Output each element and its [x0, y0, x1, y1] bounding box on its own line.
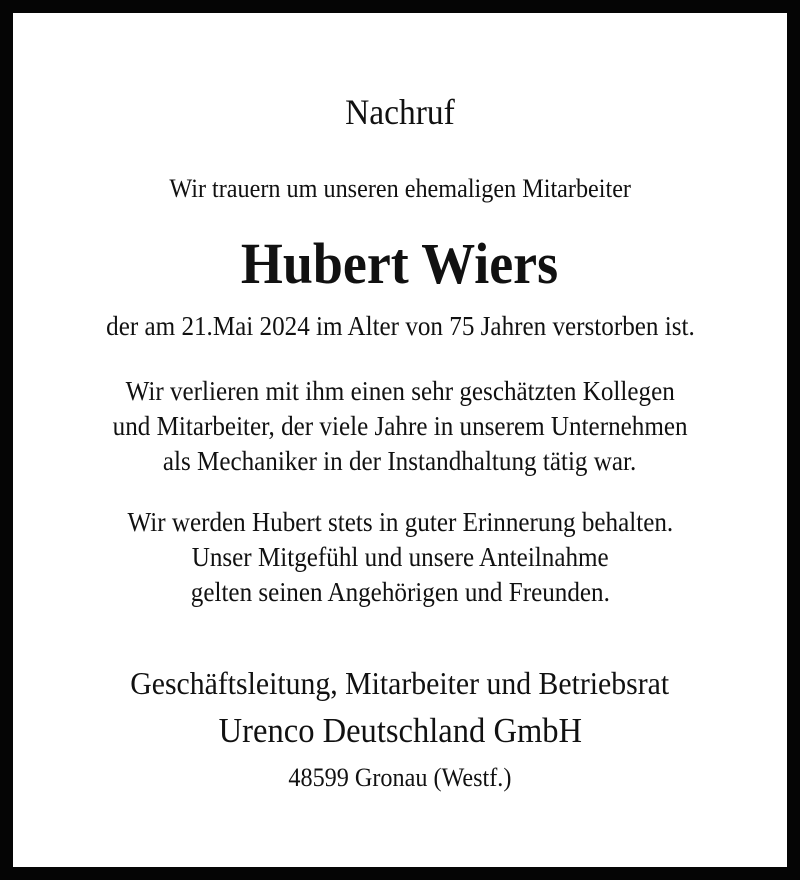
intro-text: [13, 176, 787, 202]
intro-text-content: Wir trauern um unseren ehemaligen Mitarbeiter: [169, 174, 631, 203]
deceased-name-text: Hubert Wiers: [241, 231, 559, 296]
signature-company: [13, 713, 787, 748]
notice-heading-text: Nachruf: [345, 92, 455, 132]
tribute-line-1: [13, 378, 787, 405]
condolence-line-1: [13, 509, 787, 536]
signature-group-text: Geschäftsleitung, Mitarbeiter und Betriebsrat: [130, 665, 670, 701]
signature-address-text: 48599 Gronau (Westf.): [288, 763, 512, 792]
death-date-text: der am 21.Mai 2024 im Alter von 75 Jahren verstorben ist.: [105, 311, 695, 341]
condolence-line-1-text: Wir werden Hubert stets in guter Erinnerung behalten.: [127, 507, 673, 537]
condolence-line-3-text: gelten seinen Angehörigen und Freunden.: [190, 577, 610, 607]
condolence-line-2: [13, 544, 787, 571]
tribute-line-3: [13, 448, 787, 475]
condolence-line-3: [13, 579, 787, 606]
tribute-line-2: [13, 413, 787, 440]
obituary-notice: [13, 13, 787, 867]
death-date-line: [13, 313, 787, 340]
tribute-line-1-text: Wir verlieren mit ihm einen sehr geschätzten Kollegen: [125, 376, 675, 406]
notice-heading: [13, 94, 787, 130]
signature-company-text: Urenco Deutschland GmbH: [218, 711, 582, 750]
signature-group: [13, 667, 787, 699]
tribute-line-3-text: als Mechaniker in der Instandhaltung tätig war.: [163, 446, 637, 476]
signature-address: [13, 765, 787, 791]
deceased-name: [13, 231, 787, 296]
condolence-line-2-text: Unser Mitgefühl und unsere Anteilnahme: [191, 542, 609, 572]
tribute-line-2-text: und Mitarbeiter, der viele Jahre in unserem Unternehmen: [112, 411, 688, 441]
